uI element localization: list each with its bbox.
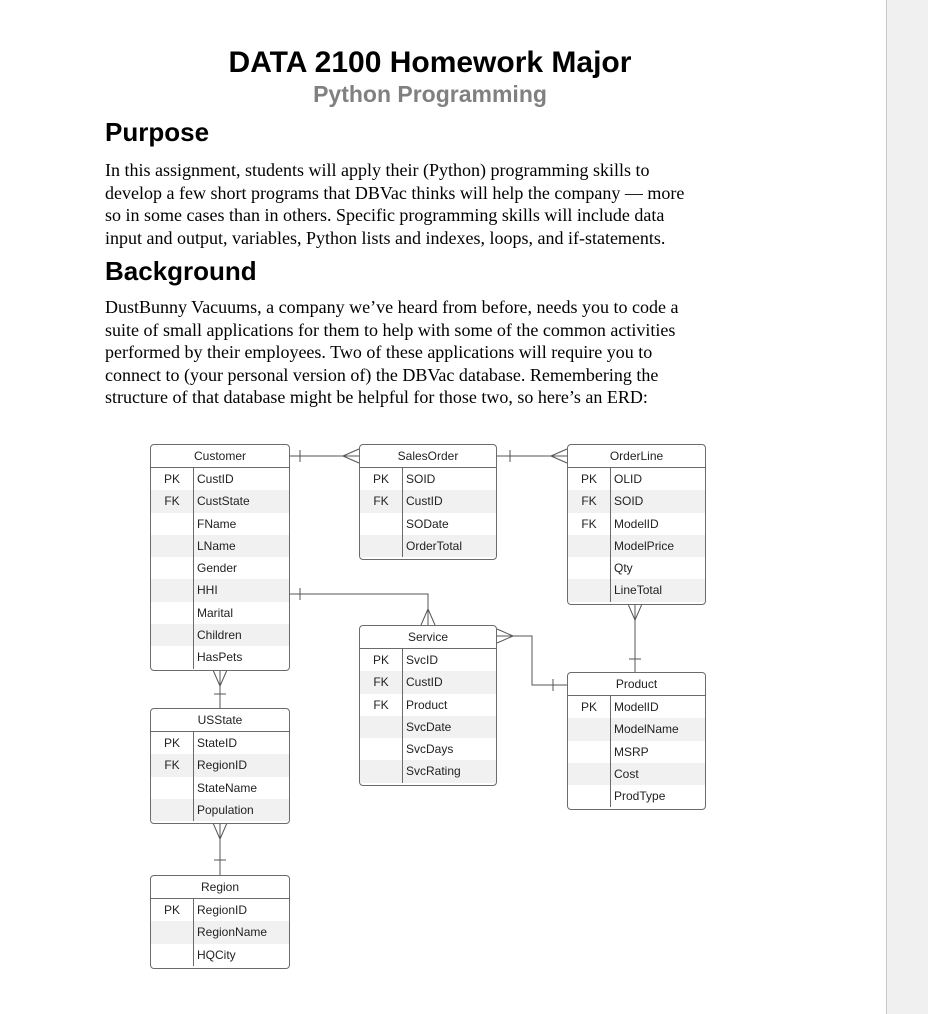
key-label (568, 785, 611, 807)
attribute-name: CustState (197, 494, 250, 509)
attribute-name: RegionID (197, 903, 248, 917)
attribute-row (568, 535, 705, 557)
attribute-name: Cost (614, 766, 639, 781)
usstate-entity (150, 708, 290, 824)
entity-title: Customer (151, 445, 289, 468)
attribute-name: RegionName (197, 925, 268, 940)
attribute-row (360, 535, 496, 557)
purpose-line: In this assignment, students will apply their (Python) programming skills to (105, 160, 650, 180)
key-label: PK (151, 899, 194, 921)
attribute-row (568, 785, 705, 807)
key-label (151, 944, 194, 966)
attribute-row (568, 579, 705, 601)
key-label: FK (568, 490, 611, 512)
attribute-name: HHI (197, 583, 218, 598)
attribute-name: SODate (406, 516, 449, 531)
attribute-row (568, 557, 705, 579)
key-label (151, 513, 194, 535)
attribute-row (151, 899, 289, 921)
attribute-row (568, 490, 705, 512)
entity-title: SalesOrder (360, 445, 496, 468)
key-label: FK (360, 694, 403, 716)
purpose-heading: Purpose (105, 117, 210, 147)
purpose-line: develop a few short programs that DBVac thinks will help the company — more (105, 182, 685, 203)
attribute-row (151, 754, 289, 776)
key-label (360, 760, 403, 782)
attribute-name: Population (197, 802, 254, 817)
attribute-name: Marital (197, 605, 234, 620)
key-label (360, 716, 403, 738)
attribute-row (360, 760, 496, 782)
attribute-name: LineTotal (614, 583, 663, 598)
attribute-row (568, 468, 705, 490)
key-label: FK (360, 490, 403, 512)
attribute-row (151, 646, 289, 668)
attribute-row (151, 777, 289, 799)
key-label (568, 763, 611, 785)
attribute-row (151, 732, 289, 754)
key-label (568, 718, 611, 740)
attribute-row (151, 921, 289, 943)
entity-title: Service (360, 626, 496, 649)
attribute-row (360, 694, 496, 716)
key-label (360, 738, 403, 760)
attribute-name: CustID (197, 472, 234, 486)
attribute-name: Gender (197, 561, 238, 576)
attribute-name: LName (197, 538, 236, 553)
attribute-row (151, 468, 289, 490)
attribute-row (151, 557, 289, 579)
attribute-name: Children (197, 628, 242, 643)
document-title: DATA 2100 Homework Major (228, 46, 632, 79)
attribute-row (360, 716, 496, 738)
key-label: PK (151, 468, 194, 490)
region-entity (150, 875, 290, 969)
key-label: FK (360, 671, 403, 693)
attribute-row (151, 799, 289, 821)
attribute-row (151, 490, 289, 512)
key-label (568, 557, 611, 579)
key-label: FK (151, 490, 194, 512)
key-label (151, 557, 194, 579)
key-label (568, 535, 611, 557)
background-line: DustBunny Vacuums, a company we’ve heard from before, needs you to code a (105, 297, 679, 317)
key-label (568, 741, 611, 763)
attribute-row (360, 738, 496, 760)
entity-title: Product (568, 673, 705, 696)
attribute-name: CustID (406, 494, 443, 509)
key-label: PK (151, 732, 194, 754)
attribute-name: HasPets (197, 650, 243, 665)
key-label: FK (151, 754, 194, 776)
attribute-name: SvcID (406, 653, 439, 667)
attribute-row (151, 579, 289, 601)
background-line: structure of that database might be helpful for those two, so here’s an ERD: (105, 387, 648, 407)
attribute-name: OLID (614, 472, 643, 486)
key-label: PK (360, 468, 403, 490)
attribute-name: MSRP (614, 744, 649, 759)
attribute-row (151, 513, 289, 535)
attribute-row (568, 763, 705, 785)
purpose-line: input and output, variables, Python lists and indexes, loops, and if-statements. (105, 227, 666, 248)
attribute-name: SvcDate (406, 719, 452, 734)
attribute-name: SvcDays (406, 742, 454, 757)
attribute-name: HQCity (197, 947, 236, 962)
key-label (360, 513, 403, 535)
attribute-name: ModelID (614, 700, 659, 714)
background-line: suite of small applications for them to help with some of the common activities (105, 319, 676, 340)
key-label (151, 921, 194, 943)
key-label (151, 646, 194, 668)
attribute-row (568, 718, 705, 740)
attribute-name: SOID (614, 494, 644, 509)
key-label (151, 799, 194, 821)
attribute-row (151, 944, 289, 966)
key-label (151, 624, 194, 646)
key-label (360, 535, 403, 557)
entity-title: Region (151, 876, 289, 899)
entity-title: OrderLine (568, 445, 705, 468)
salesorder-entity (359, 444, 497, 560)
key-label: PK (568, 468, 611, 490)
attribute-name: Qty (614, 561, 633, 576)
attribute-name: RegionID (197, 758, 248, 773)
background-line: connect to (your personal version of) the DBVac database. Remembering the (105, 364, 659, 385)
right-margin-panel (886, 0, 928, 1014)
attribute-row (568, 696, 705, 718)
attribute-name: CustID (406, 675, 443, 690)
attribute-row (360, 513, 496, 535)
key-label (151, 777, 194, 799)
attribute-name: StateID (197, 736, 238, 750)
background-heading: Background (105, 256, 257, 286)
attribute-name: FName (197, 516, 237, 531)
attribute-row (360, 671, 496, 693)
attribute-row (151, 535, 289, 557)
key-label (151, 535, 194, 557)
attribute-row (360, 649, 496, 671)
service-entity (359, 625, 497, 786)
attribute-row (151, 602, 289, 624)
attribute-row (360, 468, 496, 490)
attribute-name: Product (406, 697, 448, 712)
key-label (568, 579, 611, 601)
attribute-row (568, 741, 705, 763)
entity-title: USState (151, 709, 289, 732)
orderline-entity (567, 444, 706, 605)
attribute-name: ModelName (614, 722, 679, 737)
attribute-row (568, 513, 705, 535)
purpose-line: so in some cases than in others. Specific programming skills will include data (105, 205, 665, 225)
attribute-name: SvcRating (406, 764, 461, 779)
attribute-name: SOID (406, 472, 436, 486)
key-label (151, 602, 194, 624)
attribute-row (360, 490, 496, 512)
document-subtitle: Python Programming (313, 81, 547, 107)
key-label: PK (360, 649, 403, 671)
attribute-name: StateName (197, 780, 258, 795)
product-entity (567, 672, 706, 810)
key-label: FK (568, 513, 611, 535)
attribute-name: ModelPrice (614, 538, 675, 553)
background-line: performed by their employees. Two of these applications will require you to (105, 342, 653, 362)
key-label: PK (568, 696, 611, 718)
attribute-name: ModelID (614, 516, 659, 531)
attribute-row (151, 624, 289, 646)
key-label (151, 579, 194, 601)
attribute-name: ProdType (614, 789, 666, 804)
attribute-name: OrderTotal (406, 538, 463, 553)
customer-entity (150, 444, 290, 671)
